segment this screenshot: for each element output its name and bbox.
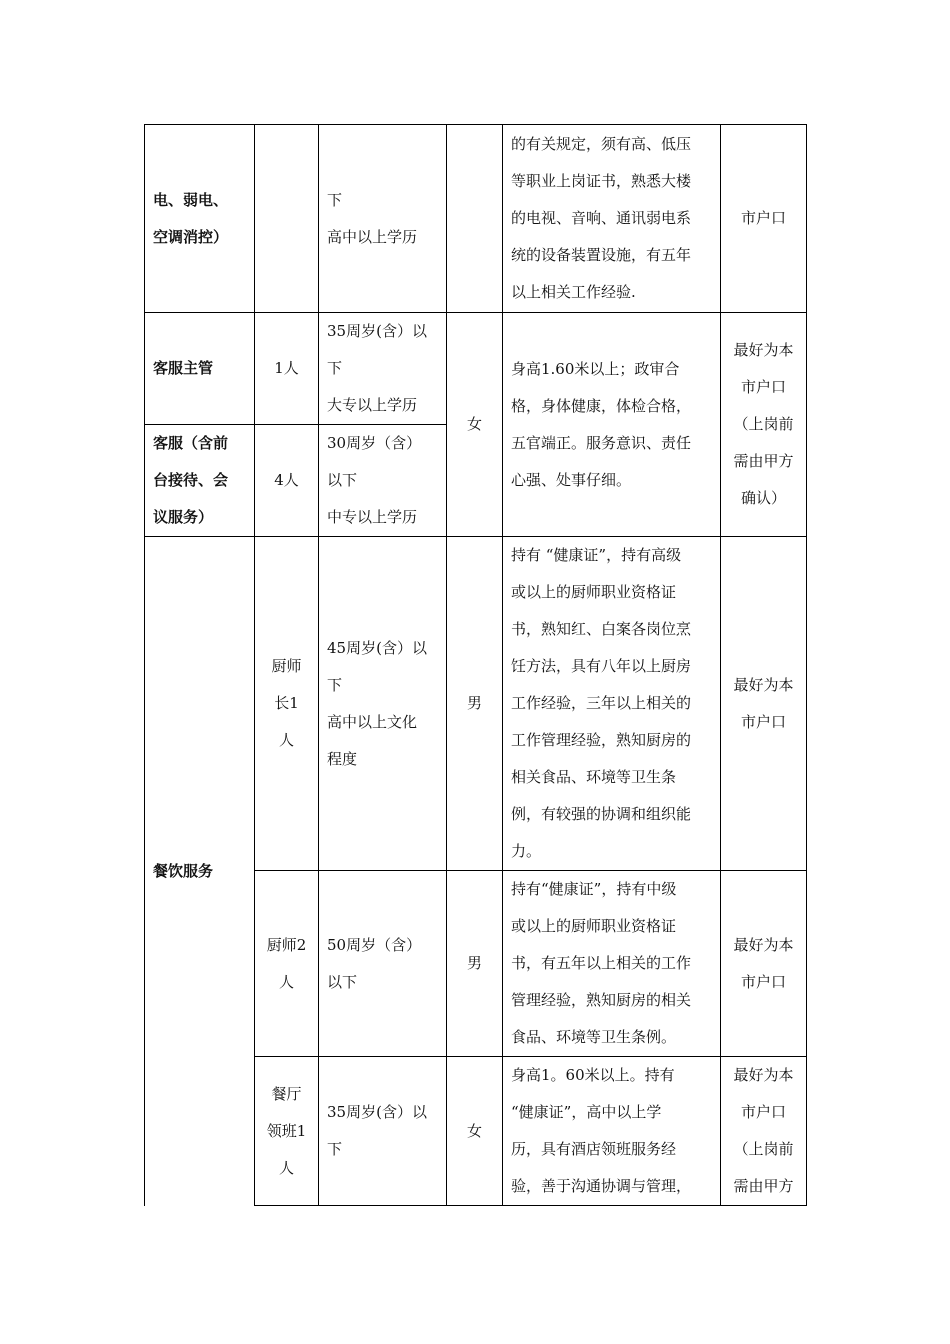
count-cell [255, 871, 319, 1057]
requirement-text: 饪方法，具有八年以上厨房 [511, 657, 692, 675]
recruitment-requirements-table [144, 124, 807, 1206]
age-education-cell [319, 125, 447, 313]
count-text: 厨师2 [266, 935, 307, 954]
requirement-text: 格，身体健康，体检合格， [511, 396, 692, 415]
age-education-cell [319, 871, 447, 1057]
requirement-text: 管理经验，熟知厨房的相关 [511, 991, 692, 1009]
requirement-text: 五官端正。服务意识、责任 [511, 433, 692, 452]
gender-cell: 男 [447, 537, 503, 871]
count-text: 餐厅 [271, 1084, 302, 1103]
requirement-text: 或以上的厨师职业资格证 [511, 583, 677, 601]
age-education-text: 下 [327, 675, 343, 694]
count-cell: 4人 [255, 425, 319, 537]
age-education-text: 高中以上学历 [327, 227, 418, 246]
requirement-text: 身高1。60米以上。持有 [511, 1066, 675, 1084]
residence-cell [721, 125, 807, 313]
residence-text: 需由甲方 [733, 1177, 794, 1195]
position-text: 电、弱电、 [153, 190, 229, 209]
age-education-text: 程度 [327, 749, 358, 768]
table-row [145, 537, 807, 871]
count-text: 领班1 [266, 1121, 307, 1140]
count-text: 长1 [274, 694, 299, 712]
requirement-text: 的有关规定，须有高、低压 [511, 135, 692, 153]
age-education-text: 中专以上学历 [327, 508, 418, 526]
age-education-cell [319, 1057, 447, 1206]
requirement-text: 书，有五年以上相关的工作 [511, 954, 692, 972]
age-education-text: 下 [327, 1140, 343, 1158]
requirement-text: 书，熟知红、白案各岗位烹 [511, 620, 692, 638]
requirement-text: 身高1.60米以上；政审合 [511, 359, 680, 378]
age-education-text: 35周岁(含）以 [327, 322, 427, 340]
residence-text: 市户口 [740, 972, 786, 991]
position-text: 台接待、会 [153, 471, 229, 489]
requirement-cell [503, 871, 721, 1057]
position-cell: 客服主管 [145, 313, 255, 425]
age-education-cell [319, 313, 447, 425]
requirement-text: 以上相关工作经验. [511, 283, 636, 301]
residence-text: 市户口 [740, 1103, 786, 1121]
gender-cell: 女 [447, 1057, 503, 1206]
age-education-text: 下 [327, 190, 343, 209]
count-cell [255, 125, 319, 313]
position-text: 空调消控） [153, 227, 229, 246]
age-education-cell [319, 537, 447, 871]
age-education-text: 下 [327, 359, 343, 377]
age-education-text: 50周岁（含） [327, 935, 422, 954]
count-cell [255, 1057, 319, 1206]
requirement-text: 持有 “健康证”，持有高级 [511, 546, 682, 564]
position-text: 议服务） [153, 508, 214, 526]
residence-text: 市户口 [740, 712, 786, 731]
requirement-text: 验，善于沟通协调与管理， [511, 1177, 692, 1195]
requirement-cell [503, 1057, 721, 1206]
table-row [145, 125, 807, 313]
gender-cell: 女 [447, 313, 503, 537]
count-text: 人 [278, 1158, 294, 1177]
requirement-cell [503, 537, 721, 871]
residence-text: 需由甲方 [733, 452, 794, 470]
count-cell: 1人 [255, 313, 319, 425]
requirement-text: 力。 [511, 842, 542, 860]
residence-text: 最好为本 [733, 935, 794, 954]
age-education-text: 大专以上学历 [327, 396, 418, 414]
residence-text: 最好为本 [733, 1066, 794, 1084]
count-cell [255, 537, 319, 871]
age-education-text: 以下 [327, 471, 358, 489]
requirement-text: 食品、环境等卫生条例。 [511, 1028, 677, 1046]
residence-cell [721, 313, 807, 537]
position-text: 客服（含前 [153, 434, 229, 452]
age-education-text: 高中以上文化 [327, 712, 418, 731]
position-cell [145, 425, 255, 537]
age-education-text: 30周岁（含） [327, 434, 422, 452]
residence-cell [721, 1057, 807, 1206]
gender-cell: 男 [447, 871, 503, 1057]
age-education-text: 以下 [327, 972, 358, 991]
requirement-cell [503, 313, 721, 537]
residence-cell [721, 537, 807, 871]
requirement-cell [503, 125, 721, 313]
requirement-text: 工作经验，三年以上相关的 [511, 694, 692, 712]
count-text: 人 [278, 972, 294, 991]
requirement-text: 持有“健康证”，持有中级 [511, 880, 677, 898]
position-cell [145, 125, 255, 313]
requirement-text: 等职业上岗证书，熟悉大楼 [511, 172, 692, 190]
requirement-text: 统的设备装置设施，有五年 [511, 246, 692, 264]
requirement-text: 的电视、音响、通讯弱电系 [511, 209, 692, 227]
residence-text: 市户口 [740, 378, 786, 396]
requirement-text: 历，具有酒店领班服务经 [511, 1140, 677, 1158]
residence-cell [721, 871, 807, 1057]
age-education-cell [319, 425, 447, 537]
requirement-text: 或以上的厨师职业资格证 [511, 917, 677, 935]
requirement-text: “健康证”，高中以上学 [511, 1103, 662, 1121]
position-cell: 餐饮服务 [145, 537, 255, 1206]
gender-cell [447, 125, 503, 313]
requirement-text: 例，有较强的协调和组织能 [511, 805, 692, 823]
requirement-text: 相关食品、环境等卫生条 [511, 768, 677, 786]
age-education-text: 35周岁(含）以 [327, 1103, 427, 1121]
residence-text: 最好为本 [733, 341, 794, 359]
residence-text: （上岗前 [733, 415, 794, 433]
residence-text: 最好为本 [733, 675, 794, 694]
residence-text: 市户口 [740, 209, 786, 227]
residence-text: 确认） [740, 489, 786, 507]
age-education-text: 45周岁(含）以 [327, 638, 427, 657]
requirement-text: 心强、处事仔细。 [511, 470, 632, 489]
count-text: 人 [278, 731, 294, 749]
residence-text: （上岗前 [733, 1140, 794, 1158]
table-row [145, 313, 807, 425]
count-text: 厨师 [271, 657, 302, 675]
requirement-text: 工作管理经验，熟知厨房的 [511, 731, 692, 749]
